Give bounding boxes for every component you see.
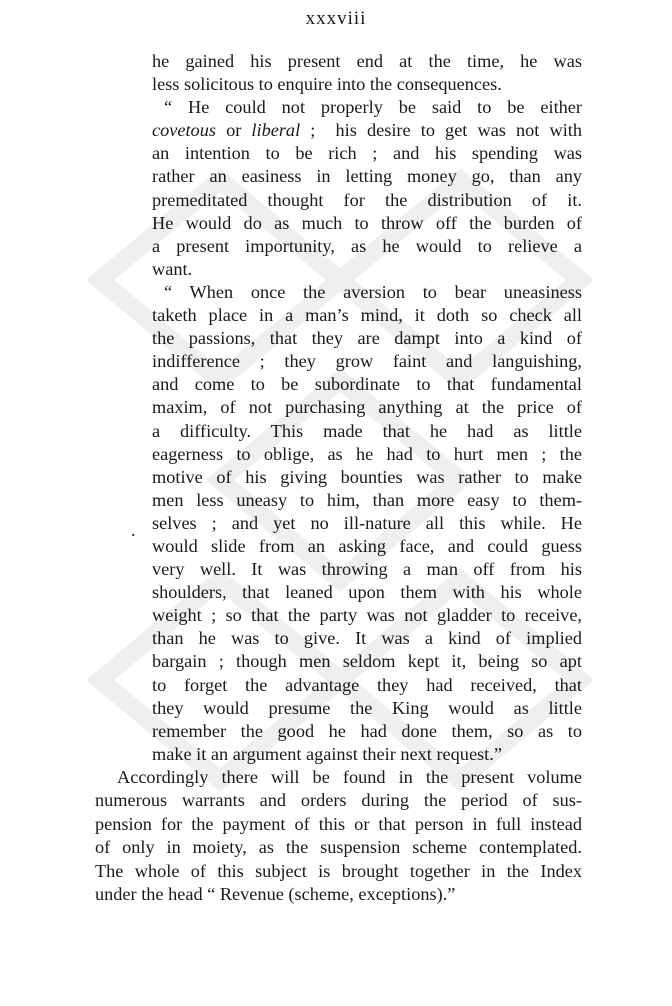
text-line: and come to be subordinate to that fundamental bbox=[152, 374, 582, 395]
text-line bbox=[152, 119, 582, 142]
text-line: the passions, that they are dampt into a kind of bbox=[152, 328, 582, 349]
body-paragraph bbox=[95, 766, 582, 906]
text-line: of only in moiety, as the suspension scheme contemplated. bbox=[95, 837, 582, 858]
text-line: indifference ; they grow faint and languishing, bbox=[152, 351, 582, 372]
text-line: to forget the advantage they had received, that bbox=[152, 674, 582, 695]
text-line: pension for the payment of this or that person in full instead bbox=[95, 813, 582, 834]
text-segment: or bbox=[215, 120, 252, 141]
text-line: than he was to give. It was a kind of implied bbox=[152, 628, 582, 649]
text-line: under the head “ Revenue (scheme, exceptions).” bbox=[95, 883, 456, 904]
text-line: make it an argument against their next request.” bbox=[152, 743, 502, 764]
text-line: maxim, of not purchasing anything at the price of bbox=[152, 397, 582, 418]
text-line: very well. It was throwing a man off from his bbox=[152, 559, 582, 580]
text-line: would slide from an asking face, and could guess bbox=[152, 535, 582, 556]
text-line: The whole of this subject is brought together in the Index bbox=[95, 860, 582, 881]
italic-word: liberal bbox=[251, 120, 301, 141]
text-line: want. bbox=[152, 258, 193, 279]
text-line: motive of his giving bounties was rather to make bbox=[152, 466, 582, 487]
text-line: shoulders, that leaned upon them with his whole bbox=[152, 582, 582, 603]
text-line: eagerness to oblige, as he had to hurt men ; the bbox=[152, 443, 582, 464]
text-line: Accordingly there will be found in the present volume bbox=[117, 767, 582, 787]
text-line: less solicitous to enquire into the consequences. bbox=[152, 74, 502, 95]
text-line: premeditated thought for the distribution of it. bbox=[152, 189, 582, 210]
text-line: remember the good he had done them, so as to bbox=[152, 720, 582, 741]
text-line: a present importunity, as he would to relieve a bbox=[152, 235, 582, 256]
stray-mark: . bbox=[131, 520, 136, 540]
text-line: an intention to be rich ; and his spending was bbox=[152, 143, 582, 164]
text-line: bargain ; though men seldom kept it, being so apt bbox=[152, 651, 582, 672]
text-line: weight ; so that the party was not gladder to receive, bbox=[152, 605, 582, 626]
text-line: taketh place in a man’s mind, it doth so check all bbox=[152, 305, 582, 326]
text-line: they would presume the King would as little bbox=[152, 697, 582, 718]
text-line: men less uneasy to him, than more easy to them- bbox=[152, 489, 582, 510]
text-line: rather an easiness in letting money go, than any bbox=[152, 166, 582, 187]
text-segment: ; his desire to get was not with bbox=[300, 120, 582, 141]
text-line: a difficulty. This made that he had as little bbox=[152, 420, 582, 441]
text-line: “ When once the aversion to bear uneasiness bbox=[164, 281, 582, 302]
text-line: He would do as much to throw off the burden of bbox=[152, 212, 582, 233]
italic-word: covetous bbox=[152, 120, 216, 141]
text-line: he gained his present end at the time, he was bbox=[152, 51, 582, 71]
page-number: xxxviii bbox=[305, 8, 367, 29]
quoted-passage bbox=[152, 50, 582, 766]
text-line: numerous warrants and orders during the period of sus- bbox=[95, 790, 582, 811]
text-line: “ He could not properly be said to be either bbox=[164, 97, 582, 118]
text-line: selves ; and yet no ill-nature all this while. He bbox=[152, 512, 582, 533]
